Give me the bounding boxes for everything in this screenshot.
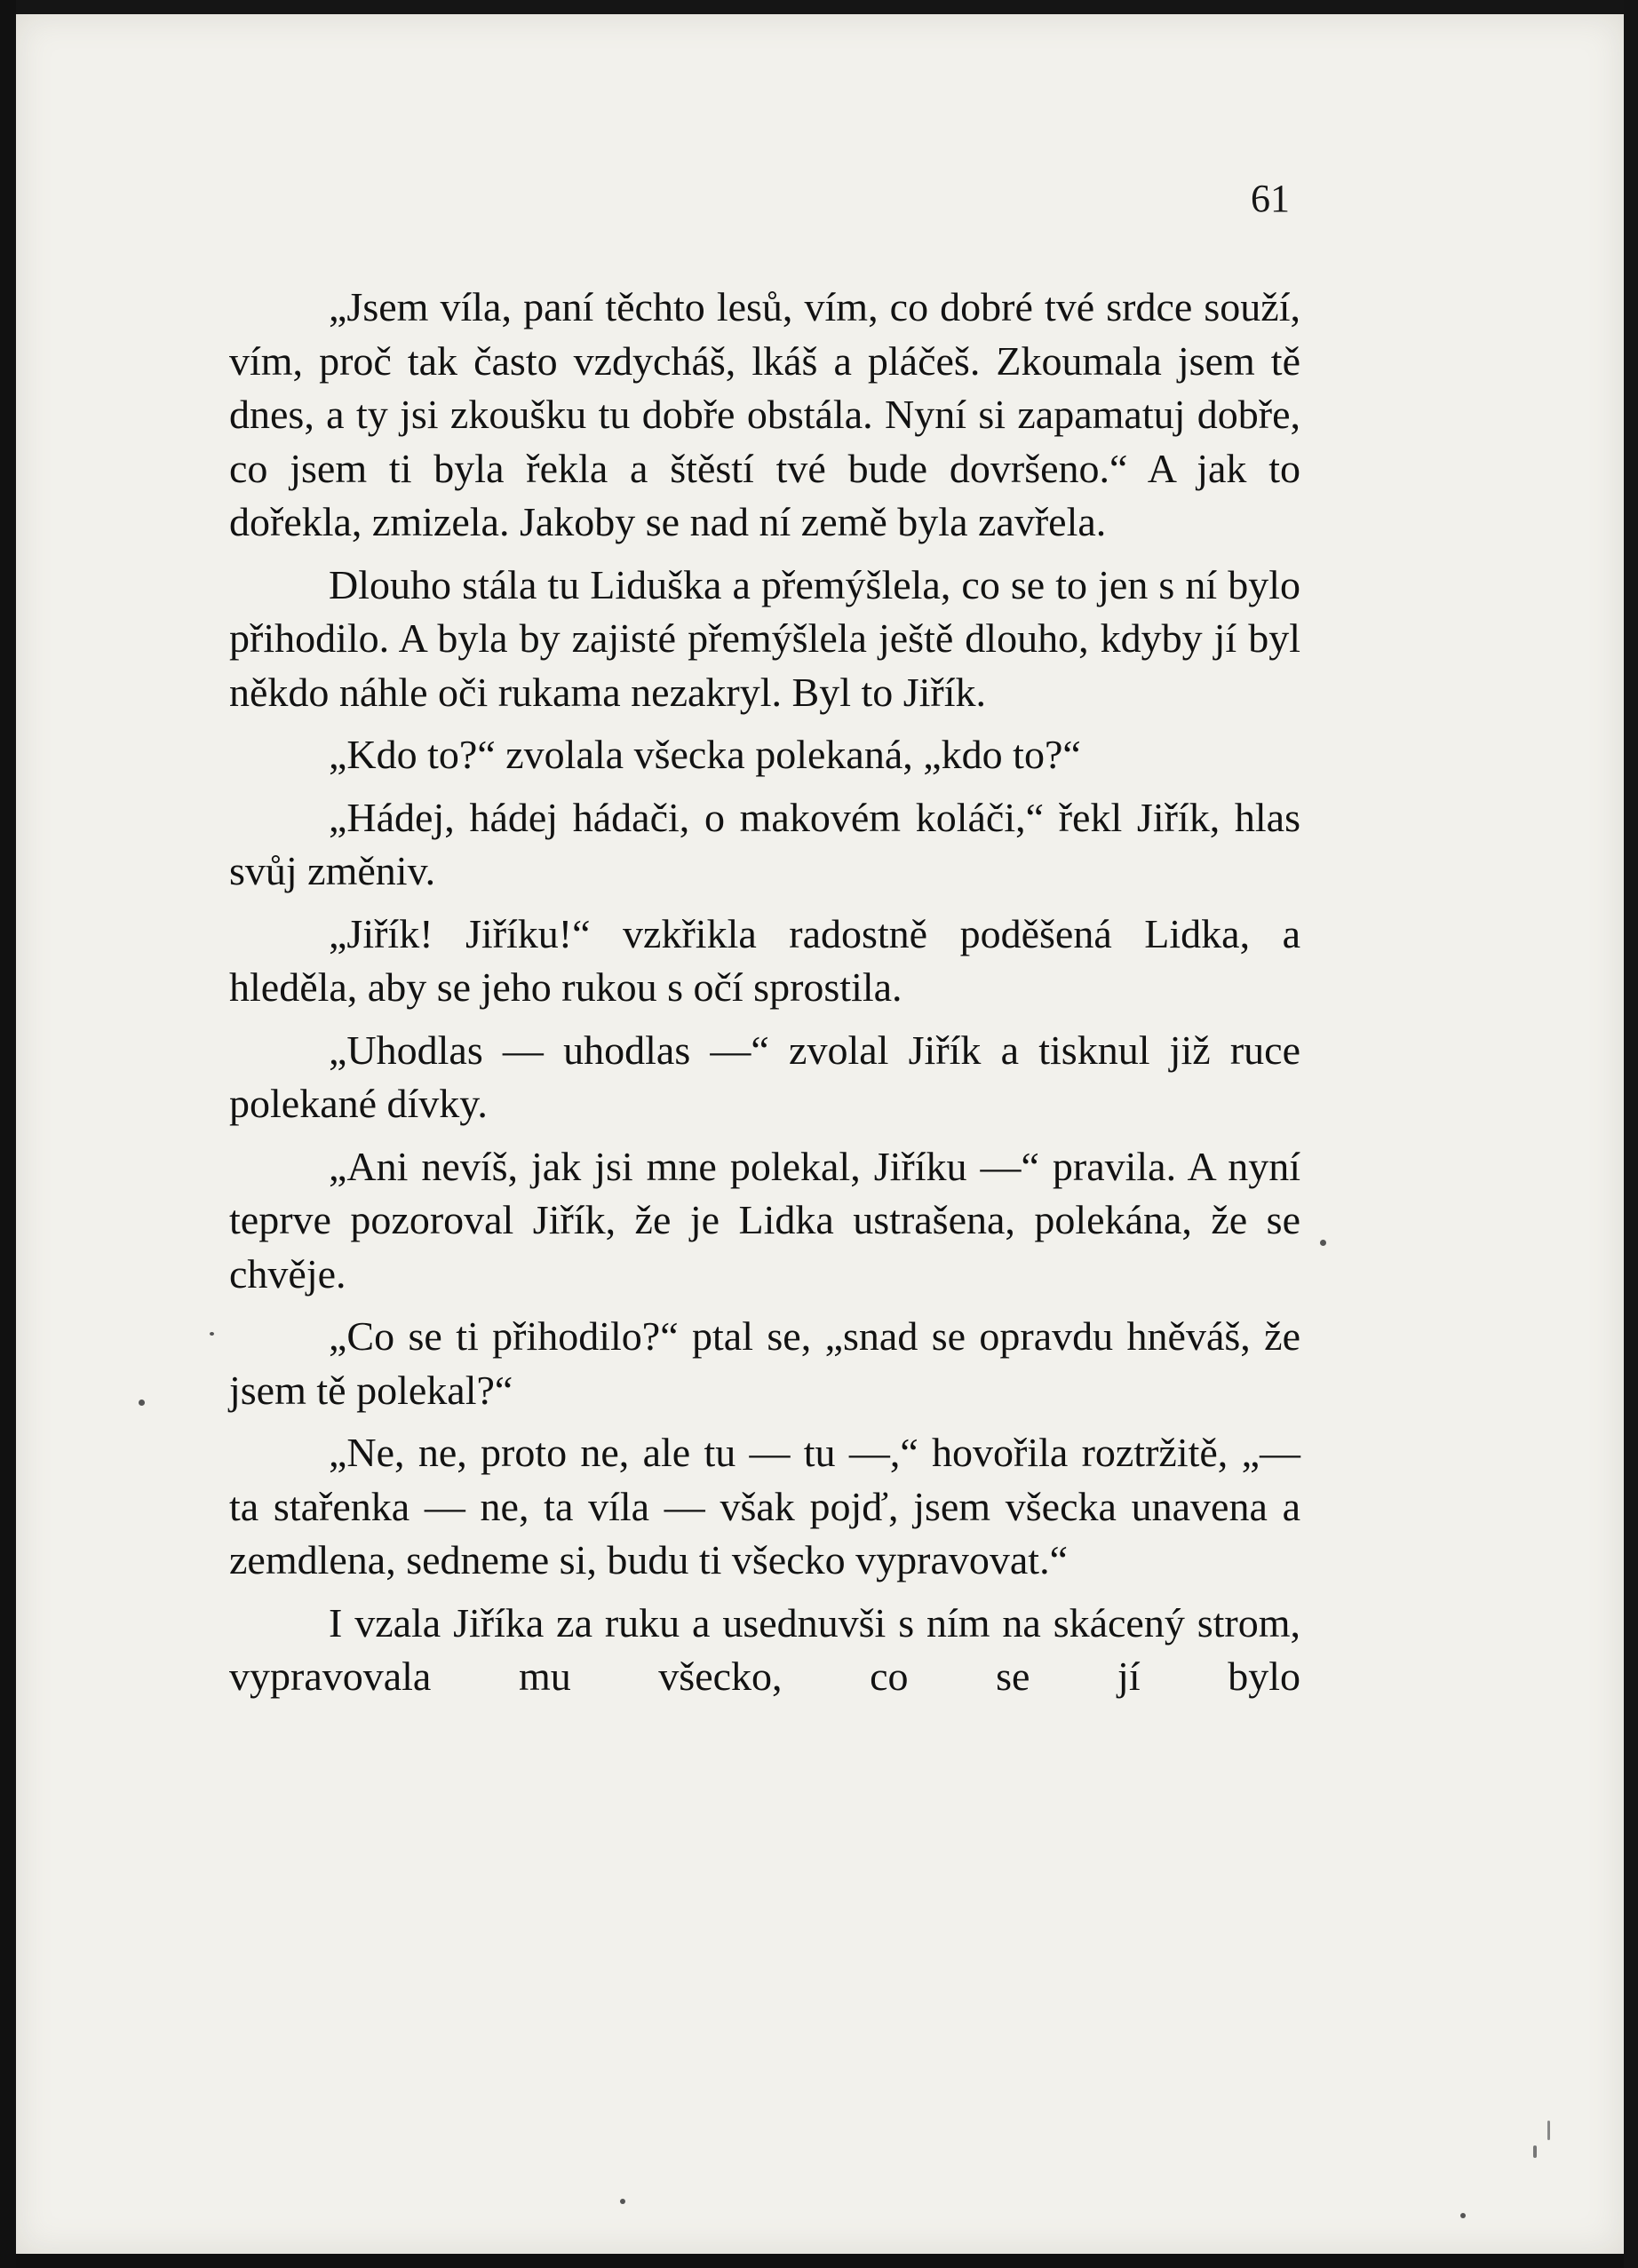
paragraph-2: Dlouho stála tu Liduška a přemýšlela, co se to jen s ní bylo přihodilo. A byla by zajisté přemýšlela ještě dlouho, kdyby jí byl někdo náhle oči rukama nezakryl. Byl to Jiřík. (229, 561, 1300, 715)
paragraph-1: „Jsem víla, paní těchto lesů, vím, co dobré tvé srdce souží, vím, proč tak často vzdycháš, lkáš a pláčeš. Zkoumala jsem tě dnes, a ty jsi zkoušku tu dobře obstála. Nyní si zapamatuj dobře, co jsem ti byla řekla a štěstí tvé bude dovršeno.“ A jak to dořekla, zmizela. Jakoby se nad ní země byla zavřela. (229, 284, 1300, 544)
paragraph-8: „Co se ti přihodilo?“ ptal se, „snad se opravdu hněváš, že jsem tě polekal?“ (229, 1313, 1300, 1413)
scan-border-bottom (0, 2254, 1638, 2268)
paragraph-6: „Uhodlas — uhodlas —“ zvolal Jiřík a tisknul již ruce polekané dívky. (229, 1027, 1300, 1126)
body-text (229, 281, 1300, 1713)
paragraph-10: I vzala Jiříka za ruku a usednuvši s ním na skácený strom, vypravovala mu všecko, co se jí bylo (229, 1599, 1300, 1699)
paragraph-5: „Jiřík! Jiříku!“ vzkřikla radostně poděšená Lidka, a hleděla, aby se jeho rukou s očí sprostila. (229, 910, 1300, 1010)
scan-border-left (0, 0, 16, 2268)
scan-speck (1533, 2145, 1537, 2158)
scan-speck (1460, 2213, 1466, 2218)
scan-speck (620, 2199, 625, 2204)
paragraph-4: „Hádej, hádej hádači, o makovém koláči,“ řekl Jiřík, hlas svůj změniv. (229, 794, 1300, 893)
paragraph-3: „Kdo to?“ zvolala všecka polekaná, „kdo to?“ (329, 732, 1081, 777)
page-number: 61 (1251, 177, 1290, 220)
scan-speck (210, 1332, 214, 1336)
scan-border-right (1624, 0, 1638, 2268)
scan-speck (1547, 2121, 1550, 2140)
paragraph-9: „Ne, ne, proto ne, ale tu — tu —,“ hovořila roztržitě, „— ta stařenka — ne, ta víla — však pojď, jsem všecka unavena a zemdlena, sedneme si, budu ti všecko vypravovat.“ (229, 1430, 1300, 1582)
scan-border-top (0, 0, 1638, 14)
paragraph-7: „Ani nevíš, jak jsi mne polekal, Jiříku —“ pravila. A nyní teprve pozoroval Jiřík, že je Lidka ustrašena, polekána, že se chvěje. (229, 1143, 1300, 1297)
book-page (16, 14, 1624, 2254)
scan-speck (1320, 1240, 1326, 1246)
scan-speck (139, 1400, 145, 1406)
